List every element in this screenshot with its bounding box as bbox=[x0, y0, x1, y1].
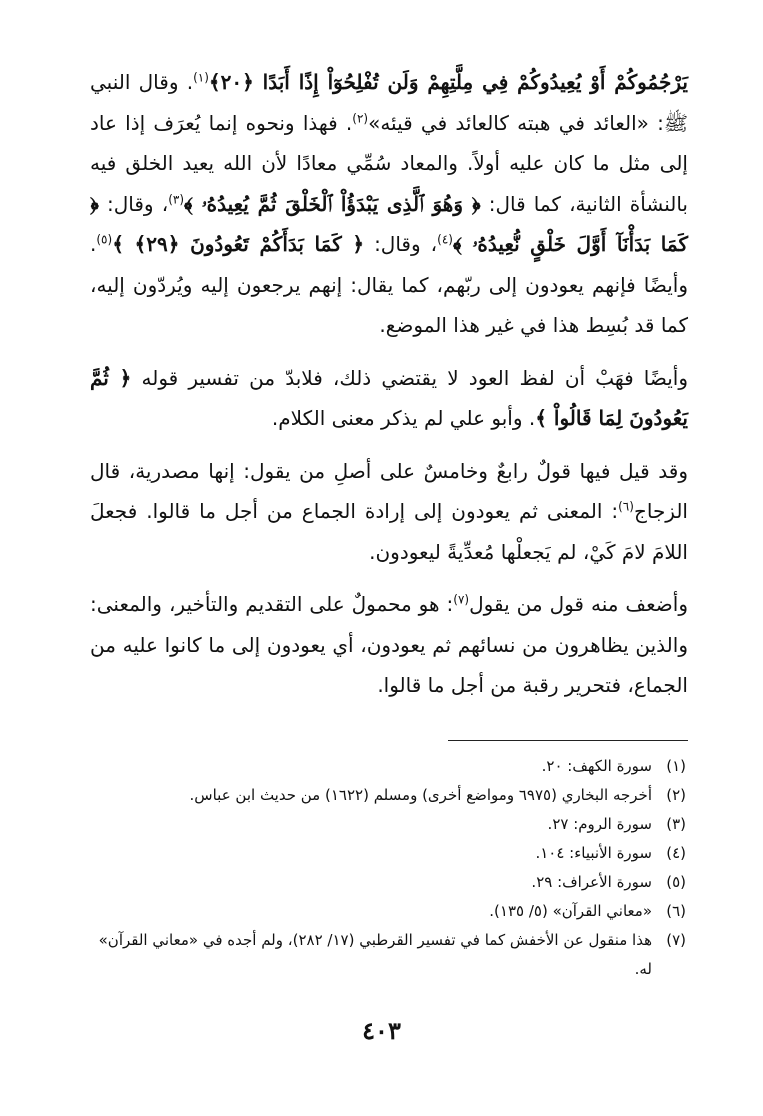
text-segment: ، وقال: bbox=[364, 232, 438, 256]
footnote-number: (٤) bbox=[666, 844, 686, 862]
paragraph-2 bbox=[90, 358, 688, 439]
footnote-text: سورة الكهف: ٢٠. bbox=[541, 757, 652, 775]
footnote-ref-3: (٣) bbox=[168, 191, 185, 206]
main-text bbox=[90, 62, 688, 706]
footnote-item bbox=[90, 752, 686, 781]
footnote-text: «معاني القرآن» (٥/ ١٣٥). bbox=[489, 902, 652, 920]
footnote-number: (٦) bbox=[666, 902, 686, 920]
text-segment: . فهذا ونحوه إنما يُعرَف إذا عاد إلى مثل ما كان عليه أولاً. والمعاد سُمِّي معادًا لأن الله يعيد الخلق فيه بالنشأة الثانية، كما قال: bbox=[90, 110, 688, 216]
footnote-text: هذا منقول عن الأخفش كما في تفسير القرطبي (١٧/ ٢٨٢)، ولم أجده في «معاني القرآن» له. bbox=[98, 931, 652, 978]
paragraph-3 bbox=[90, 451, 688, 573]
text-segment: وقد قيل فيها قولٌ رابعٌ وخامسٌ على أصلِ من يقول: إنها مصدرية، قال الزجاج bbox=[90, 458, 688, 523]
footnote-number: (٢) bbox=[666, 786, 686, 804]
footnote-ref-4: (٤) bbox=[437, 232, 453, 247]
text-segment: . وأيضًا فإنهم يعودون إلى ربّهم، كما يقال: إنهم يرجعون إليه ويُردّون إليه، كما قد بُسِط هذا في غير هذا الموضع. bbox=[90, 232, 688, 337]
paragraph-4 bbox=[90, 584, 688, 706]
text-segment: : المعنى ثم يعودون إلى إرادة الجماع من أجل ما قالوا. فجعلَ اللامَ لامَ كَيْ، لم يَجعلْها مُعدِّيةً ليعودون. bbox=[90, 499, 688, 564]
footnote-ref-7: (٧) bbox=[453, 592, 470, 607]
text-segment: وأيضًا فهَبْ أن لفظ العود لا يقتضي ذلك، فلابدّ من تفسير قوله bbox=[131, 365, 689, 390]
footnote-number: (٧) bbox=[666, 931, 686, 949]
text-segment: وأضعف منه قول من يقول bbox=[469, 592, 688, 616]
footnotes-list bbox=[90, 752, 686, 984]
footnote-number: (٥) bbox=[666, 873, 686, 891]
footnote-number: (١) bbox=[666, 757, 686, 775]
quran-verse-kahf: يَرْجُمُوكُمْ أَوْ يُعِيدُوكُمْ فِي مِلَّتِهِمْ وَلَن تُفْلِحُوٓاْ إِذًا أَبَدًا ﴿٢٠﴾ bbox=[208, 70, 688, 94]
text-segment: . وأبو علي لم يذكر معنى الكلام. bbox=[271, 406, 536, 430]
footnote-item bbox=[90, 868, 686, 897]
footnote-ref-5: (٥) bbox=[96, 232, 113, 247]
text-segment: . وقال النبي ﷺ: «العائد في هبته كالعائد في قيئه» bbox=[90, 70, 688, 135]
footnote-text: سورة الأنبياء: ١٠٤. bbox=[535, 844, 652, 862]
footnote-item bbox=[90, 839, 686, 868]
footnote-divider bbox=[448, 740, 688, 741]
text-segment: : هو محمولٌ على التقديم والتأخير، والمعنى: والذين يظاهرون من نسائهم ثم يعودون، أي يعودون إلى ما كانوا عليه من الجماع، فتحرير رقبة من أجل ما قالوا. bbox=[90, 592, 688, 697]
quran-verse-anbiya: ﴿ كَمَا بَدَأْنَآ أَوَّلَ خَلْقٍ نُّعِيدُهُۥ ﴾ bbox=[90, 191, 688, 256]
quran-verse-mujadila: ﴿ ثُمَّ يَعُودُونَ لِمَا قَالُواْ ﴾ bbox=[90, 365, 688, 430]
page-number: ٤٠٣ bbox=[362, 1016, 401, 1045]
footnote-number: (٣) bbox=[666, 815, 686, 833]
quran-verse-araf: ﴿ كَمَا بَدَأَكُمْ تَعُودُونَ ﴿٢٩﴾ ﴾ bbox=[112, 232, 365, 256]
footnote-text: سورة الأعراف: ٢٩. bbox=[531, 873, 652, 891]
footnote-text: أخرجه البخاري (٦٩٧٥ ومواضع أخرى) ومسلم (١٦٢٢) من حديث ابن عباس. bbox=[189, 786, 652, 804]
footnote-ref-6: (٦) bbox=[618, 499, 634, 514]
quran-verse-rum: ﴿ وَهُوَ ٱلَّذِى يَبْدَؤُاْ ٱلْخَلْقَ ثُمَّ يُعِيدُهُۥ ﴾ bbox=[184, 191, 481, 216]
footnote-item bbox=[90, 926, 686, 984]
text-segment: ، وقال: bbox=[98, 191, 169, 216]
footnote-item bbox=[90, 897, 686, 926]
footnote-item bbox=[90, 810, 686, 839]
footnote-ref-1: (١) bbox=[193, 70, 209, 85]
footnote-ref-2: (٢) bbox=[352, 110, 369, 125]
footnote-item bbox=[90, 781, 686, 810]
footnote-text: سورة الروم: ٢٧. bbox=[547, 815, 652, 833]
paragraph-1 bbox=[90, 62, 688, 346]
